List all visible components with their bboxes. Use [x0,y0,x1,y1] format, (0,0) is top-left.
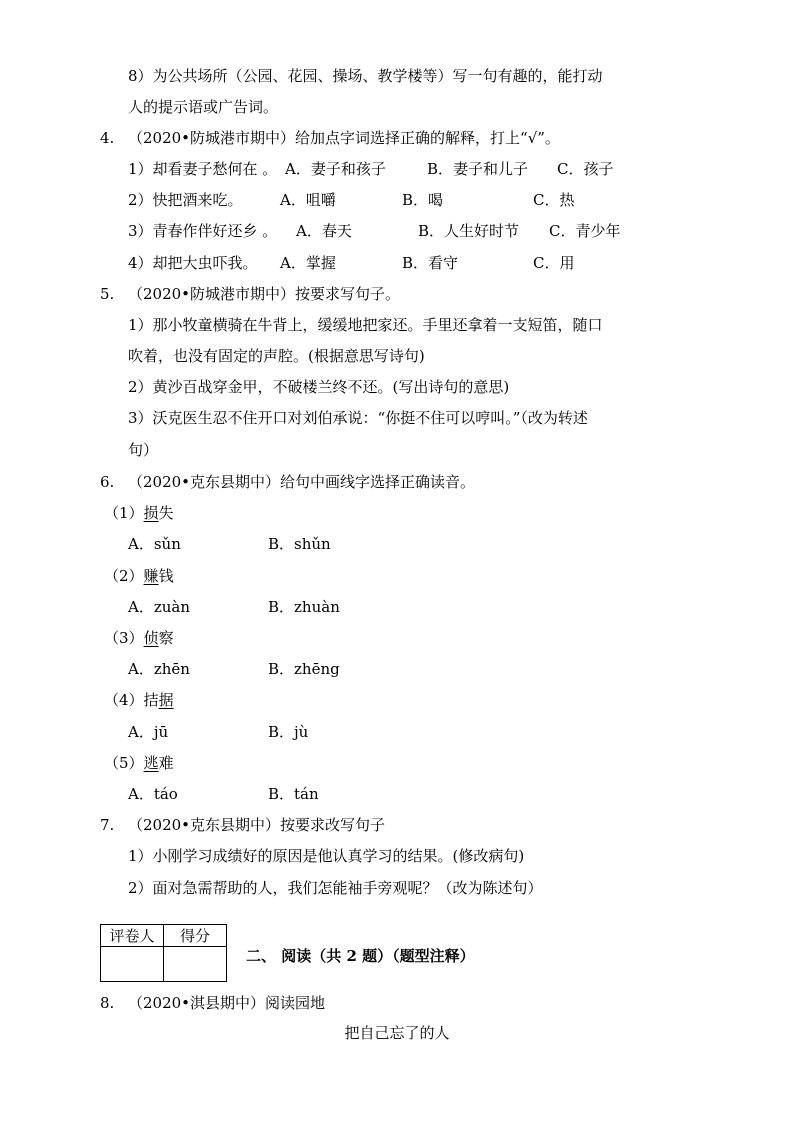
q4-item3-option-c: C．青少年 [549,222,621,240]
q4-item1-option-c: C．孩子 [557,160,614,178]
q4-item4: 4）却把大虫吓我。 [128,254,258,272]
q6-item4-underlined-char: 据 [158,691,174,709]
q6-item1 [104,503,174,523]
q4-item4-option-c: C．用 [533,254,575,272]
section-heading: 二、 阅读（共 2 题）（题型注释） [246,947,475,965]
q6-item5-underlined-char: 逃 [143,754,159,772]
q4-item4-option-b: B．看守 [402,254,459,272]
q6-item3-underlined-char: 侦 [143,629,159,647]
q4-number: 4. [100,129,115,147]
q4-item2-option-a: A．咀嚼 [280,191,336,209]
q4-item1-option-a: A．妻子和孩子 [285,160,386,178]
q6-item4-option-b: B．jù [268,723,309,741]
q6-item2-option-a: A．zuàn [128,598,190,616]
q6-item1-number: （1） [104,504,144,522]
q6-item1-option-b: B．shǔn [268,535,331,553]
passage-title: 把自己忘了的人 [344,1024,450,1042]
q6-stem: （2020•克东县期中）给句中画线字选择正确读音。 [128,473,476,491]
q6-item4-pre: 拮 [143,691,159,709]
q4-item2-option-c: C．热 [533,191,575,209]
q5-number: 5. [100,285,115,303]
q4-item3-option-a: A．春天 [296,222,352,240]
q6-item5-number: （5） [104,754,144,772]
q5-item3-line2: 句） [128,441,159,459]
q6-item3-option-b: B．zhēng [268,660,340,678]
score-header: 得分 [164,925,227,947]
score-cell[interactable] [164,947,227,982]
q5-item1-line1: 1）那小牧童横骑在牛背上，缓缓地把家还。手里还拿着一支短笛，随口 [128,316,603,334]
q5-item2: 2）黄沙百战穿金甲，不破楼兰终不还。(写出诗句的意思) [128,378,510,396]
q8-stem: （2020•淇县期中）阅读园地 [128,994,326,1012]
q6-item5 [104,753,174,773]
q7-item2: 2）面对急需帮助的人，我们怎能袖手旁观呢？（改为陈述句） [128,879,543,897]
q6-item5-rest: 难 [158,754,174,772]
q3-item8-line2: 人的提示语或广告词。 [128,98,279,116]
q6-item3-rest: 察 [158,629,174,647]
q6-item2-option-b: B．zhuàn [268,598,340,616]
q4-item3: 3）青春作伴好还乡 。 [128,222,278,240]
q6-item4-number: （4） [104,691,144,709]
q6-item2-number: （2） [104,567,144,585]
q6-item4 [104,690,174,710]
q7-item1: 1）小刚学习成绩好的原因是他认真学习的结果。(修改病句) [128,847,525,865]
q3-item8-line1: 8）为公共场所（公园、花园、操场、教学楼等）写一句有趣的，能打动 [128,67,603,85]
q6-item5-option-b: B．tán [268,785,319,803]
q4-item2: 2）快把酒来吃。 [128,191,243,209]
q8-number: 8. [100,994,115,1012]
q5-item3-line1: 3）沃克医生忍不住开口对刘伯承说：“你挺不住可以哼叫。”（改为转述 [128,409,588,427]
q4-item3-option-b: B．人生好时节 [418,222,520,240]
q4-item2-option-b: B．喝 [402,191,444,209]
q6-item3-option-a: A．zhēn [128,660,190,678]
q7-stem: （2020•克东县期中）按要求改写句子 [128,816,386,834]
q6-item2-rest: 钱 [158,567,174,585]
q6-item4-option-a: A．jū [128,723,169,741]
q6-item1-underlined-char: 损 [143,504,159,522]
reviewer-cell[interactable] [101,947,164,982]
q5-item1-line2: 吹着，也没有固定的声腔。(根据意思写诗句) [128,347,425,365]
q4-item1: 1）却看妻子愁何在 。 [128,160,278,178]
q6-number: 6. [100,473,115,491]
q6-item5-option-a: A．táo [128,785,178,803]
q6-item2-underlined-char: 赚 [143,567,159,585]
reviewer-header: 评卷人 [101,925,164,947]
q6-item1-rest: 失 [158,504,174,522]
q6-item2 [104,566,174,586]
q4-stem: （2020•防城港市期中）给加点字词选择正确的解释，打上“√”。 [128,129,560,147]
q4-item1-option-b: B．妻子和儿子 [427,160,529,178]
q6-item3 [104,628,174,648]
q5-stem: （2020•防城港市期中）按要求写句子。 [128,285,401,303]
q6-item3-number: （3） [104,629,144,647]
q4-item4-option-a: A．掌握 [280,254,336,272]
score-table [100,924,227,982]
q6-item1-option-a: A．sǔn [128,535,181,553]
q7-number: 7. [100,816,115,834]
